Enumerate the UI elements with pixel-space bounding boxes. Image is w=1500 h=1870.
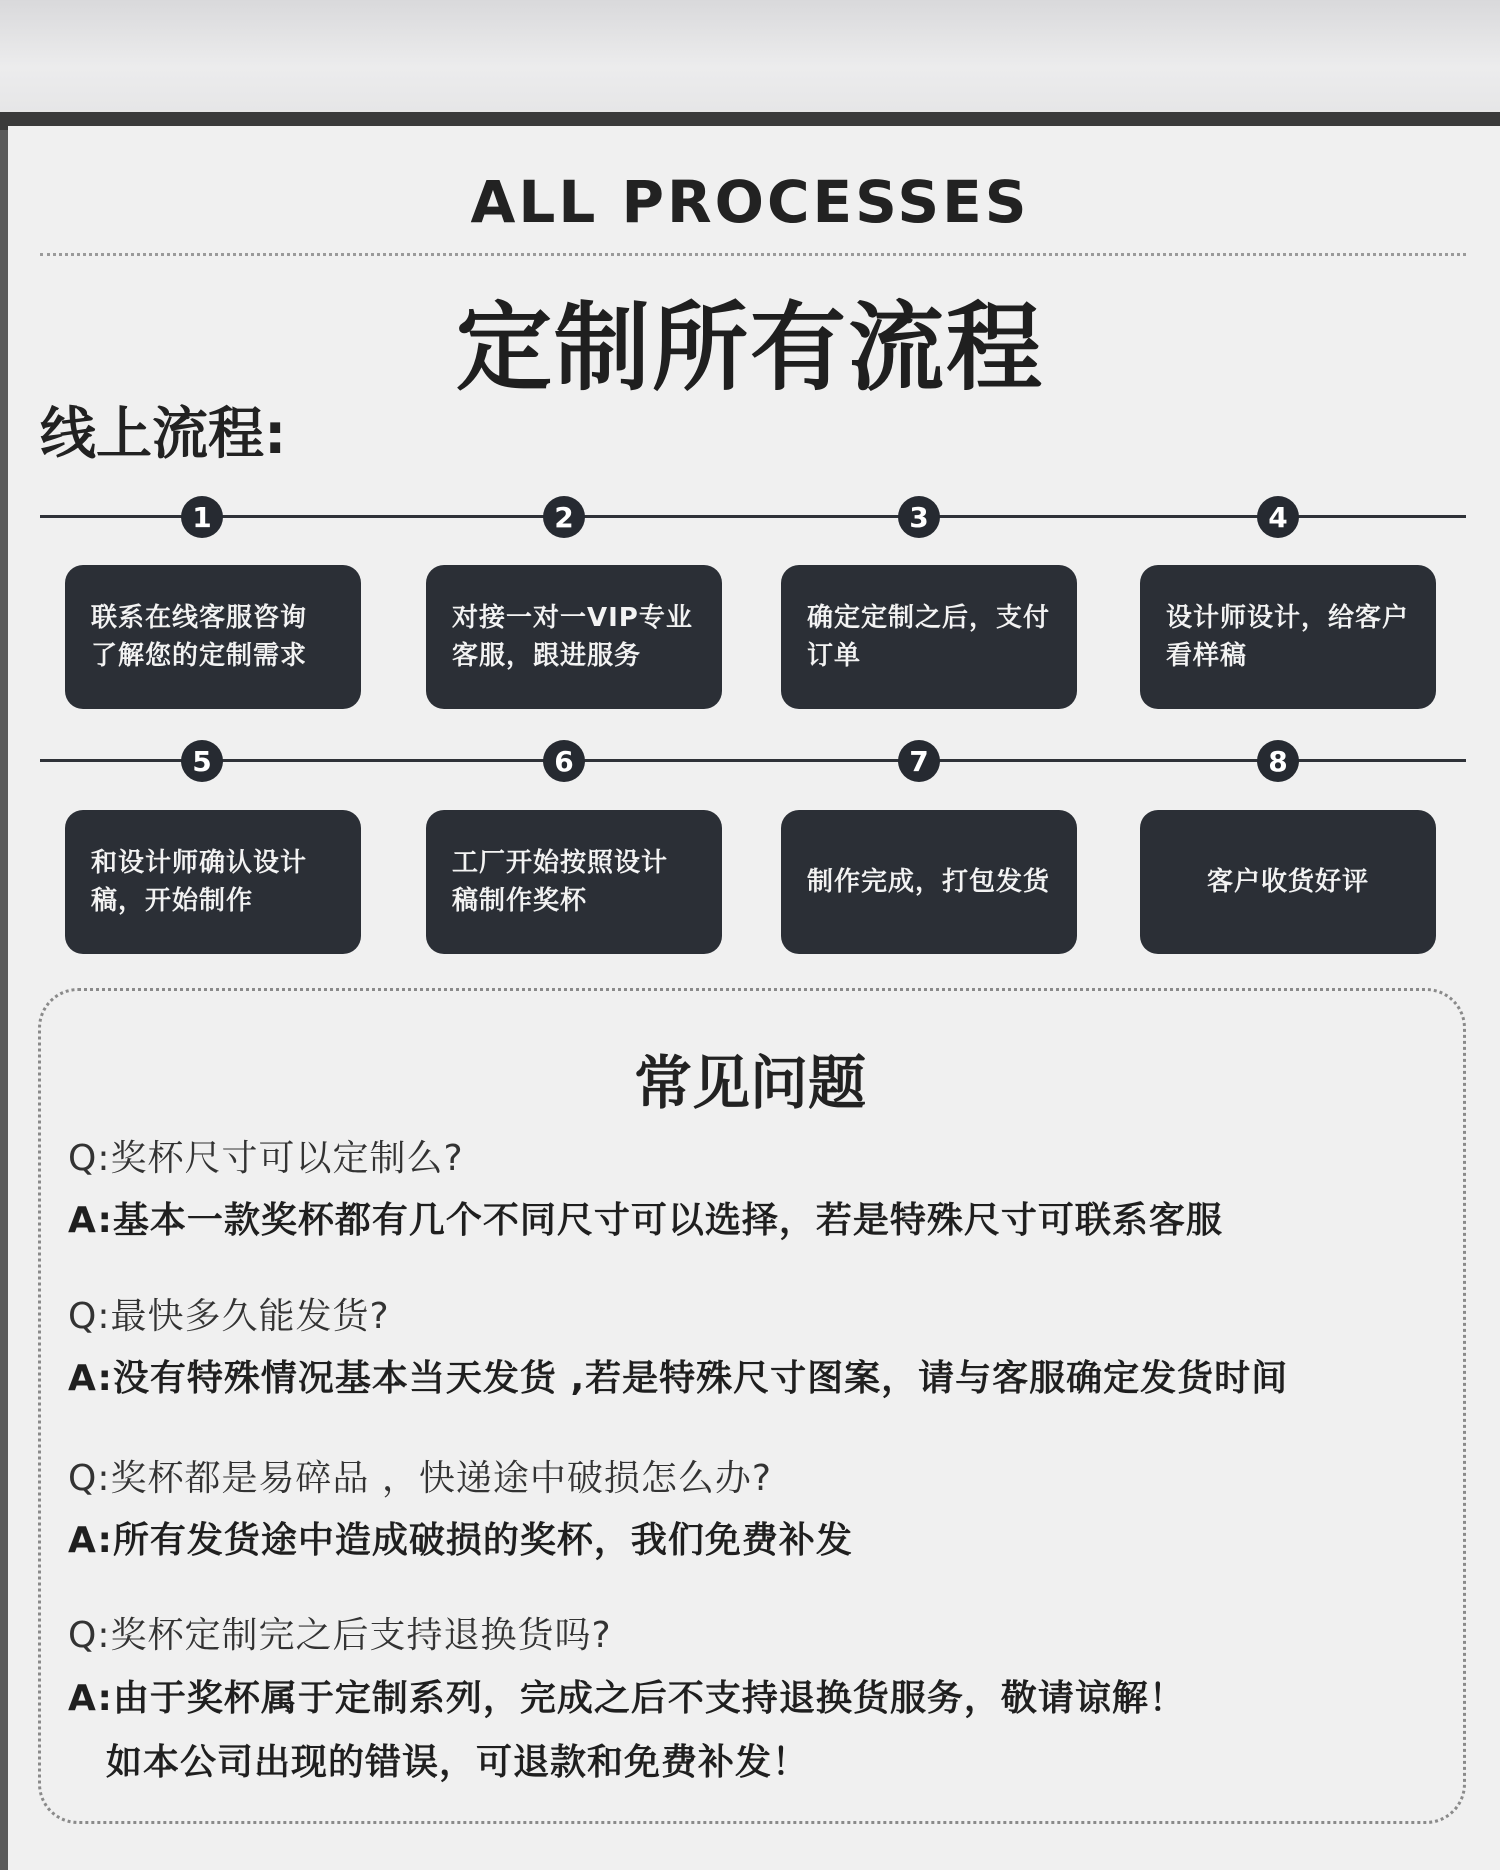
step-card-1-line-2: 了解您的定制需求 xyxy=(91,641,308,671)
step-card-7-line-1: 制作完成，打包发货 xyxy=(807,867,1051,897)
faq-answer-2: A:没有特殊情况基本当天发货 ,若是特殊尺寸图案，请与客服确定发货时间 xyxy=(68,1358,1289,1399)
timeline-row-2 xyxy=(40,759,1466,762)
chinese-title: 定制所有流程 xyxy=(456,292,1044,404)
step-card-1-line-1: 联系在线客服咨询 xyxy=(91,603,308,633)
step-card-5-line-2: 稿，开始制作 xyxy=(91,886,254,916)
faq-question-1: Q:奖杯尺寸可以定制么? xyxy=(68,1138,464,1179)
step-card-5-line-1: 和设计师确认设计 xyxy=(91,848,308,878)
faq-answer-4: A:由于奖杯属于定制系列，完成之后不支持退换货服务，敬请谅解！ xyxy=(68,1678,1186,1719)
online-process-title: 线上流程: xyxy=(40,402,287,467)
step-number-3: 3 xyxy=(898,496,940,538)
step-card-3-line-1: 确定定制之后，支付 xyxy=(807,603,1051,633)
step-number-4: 4 xyxy=(1257,496,1299,538)
step-card-6 xyxy=(426,810,722,954)
step-number-2: 2 xyxy=(543,496,585,538)
step-card-1 xyxy=(65,565,361,709)
step-card-2-line-1: 对接一对一VIP专业 xyxy=(452,603,693,633)
step-card-2-line-2: 客服，跟进服务 xyxy=(452,641,642,671)
step-card-6-line-1: 工厂开始按照设计 xyxy=(452,848,669,878)
step-card-3 xyxy=(781,565,1077,709)
timeline-row-1 xyxy=(40,515,1466,518)
step-card-4-line-1: 设计师设计，给客户 xyxy=(1166,603,1410,633)
step-card-8 xyxy=(1140,810,1436,954)
step-card-8-line-1: 客户收货好评 xyxy=(1206,867,1369,897)
faq-answer-4-continued: 如本公司出现的错误，可退款和免费补发！ xyxy=(106,1742,810,1783)
faq-question-4: Q:奖杯定制完之后支持退换货吗? xyxy=(68,1615,612,1656)
title-divider xyxy=(40,253,1466,256)
step-number-8: 8 xyxy=(1257,740,1299,782)
faq-title: 常见问题 xyxy=(633,1049,866,1117)
step-number-7: 7 xyxy=(898,740,940,782)
step-card-5 xyxy=(65,810,361,954)
top-banner-strip xyxy=(0,0,1500,112)
step-card-7 xyxy=(781,810,1077,954)
step-number-6: 6 xyxy=(543,740,585,782)
step-number-1: 1 xyxy=(181,496,223,538)
faq-answer-3: A:所有发货途中造成破损的奖杯，我们免费补发 xyxy=(68,1520,853,1561)
step-card-2 xyxy=(426,565,722,709)
faq-answer-1: A:基本一款奖杯都有几个不同尺寸可以选择，若是特殊尺寸可联系客服 xyxy=(68,1200,1223,1241)
step-number-5: 5 xyxy=(181,740,223,782)
step-card-6-line-2: 稿制作奖杯 xyxy=(452,886,588,916)
step-card-4-line-2: 看样稿 xyxy=(1166,641,1248,671)
step-card-3-line-2: 订单 xyxy=(807,641,862,671)
faq-question-2: Q:最快多久能发货? xyxy=(68,1296,390,1337)
faq-question-3: Q:奖杯都是易碎品 ，快递途中破损怎么办? xyxy=(68,1458,773,1499)
step-card-4 xyxy=(1140,565,1436,709)
english-title: ALL PROCESSES xyxy=(470,168,1030,236)
